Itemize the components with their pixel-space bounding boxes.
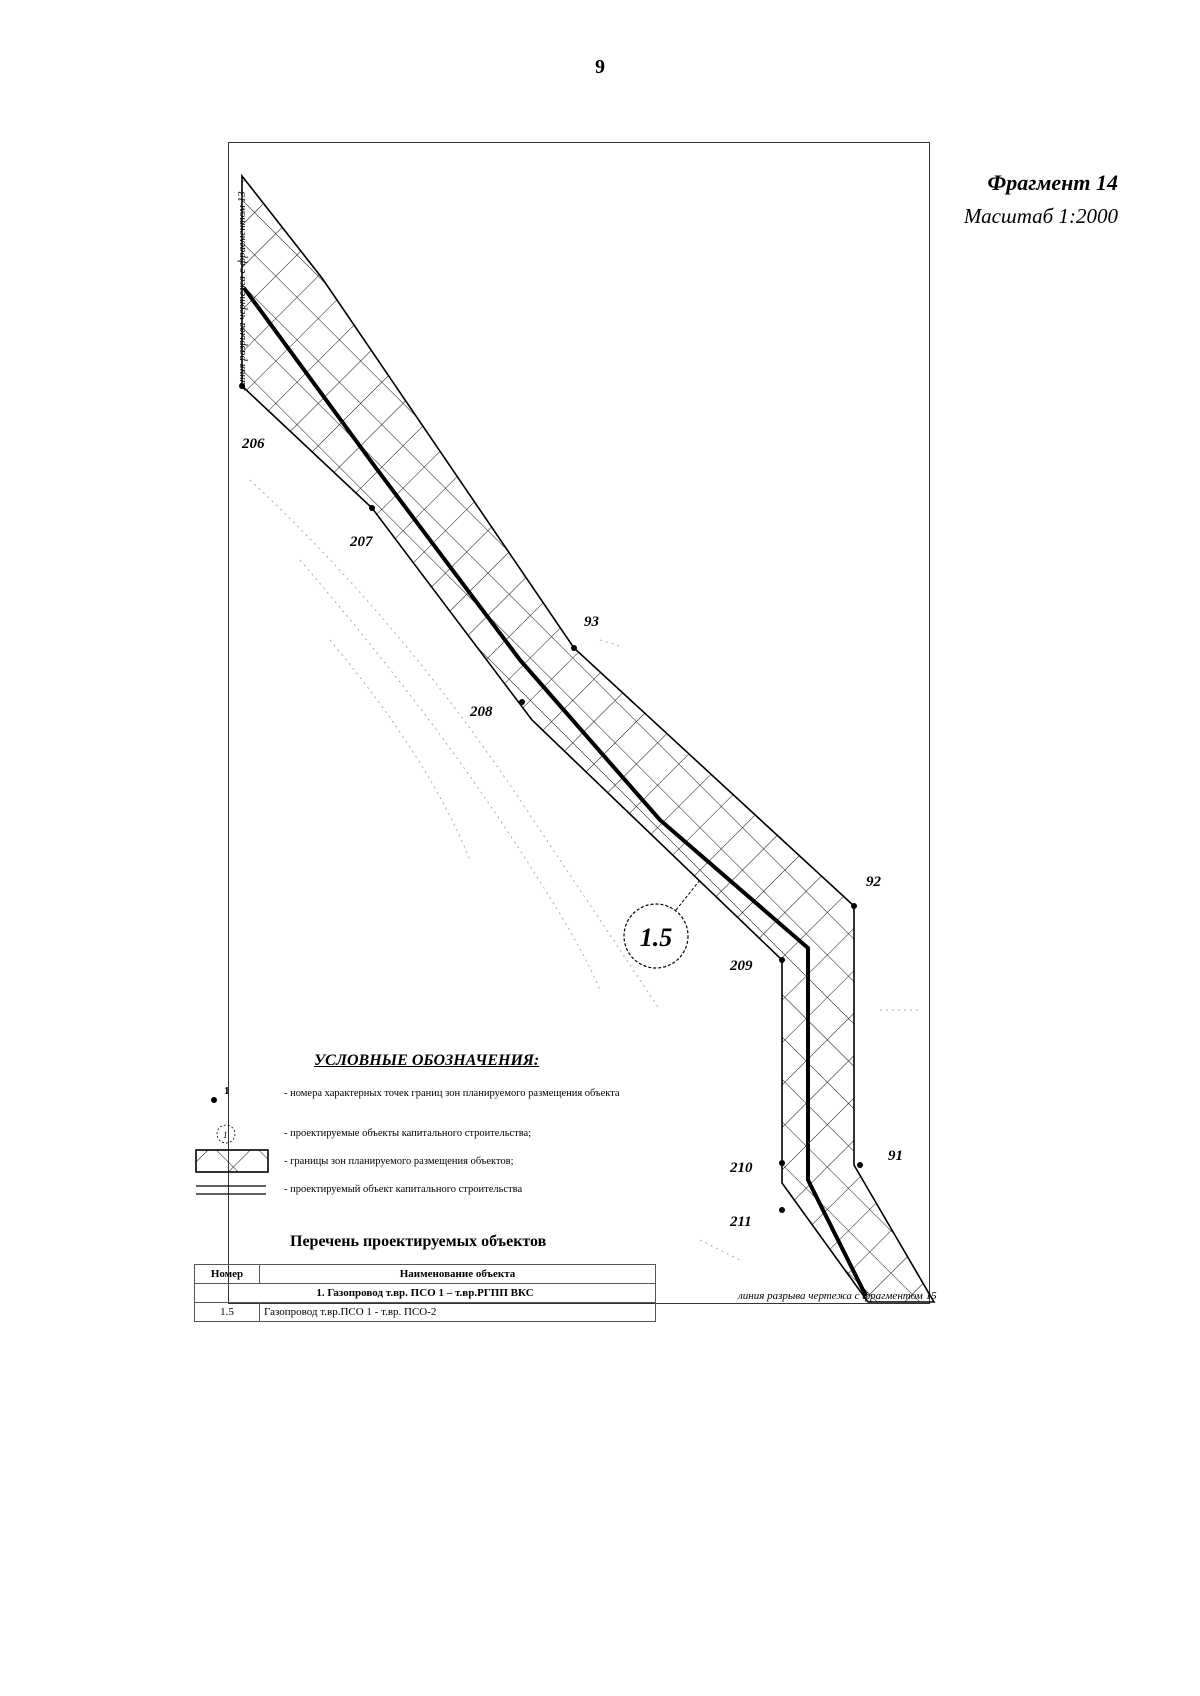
point-label-91: 91 bbox=[888, 1148, 903, 1164]
legend-item-designed-object: - проектируемый объект капитального строительства bbox=[284, 1184, 523, 1195]
table-row bbox=[195, 1303, 656, 1322]
header-number: Номер bbox=[195, 1265, 260, 1284]
fragment-scale: Масштаб 1:2000 bbox=[963, 204, 1118, 228]
objects-table bbox=[194, 1264, 656, 1322]
point-label-211: 211 bbox=[730, 1214, 752, 1230]
row-name: Газопровод т.вр.ПСО 1 - т.вр. ПСО-2 bbox=[260, 1303, 656, 1322]
table-header-row bbox=[195, 1265, 656, 1284]
point-label-92: 92 bbox=[866, 874, 881, 890]
legend-point-sample: 1 bbox=[224, 1085, 230, 1097]
point-label-208: 208 bbox=[470, 704, 493, 720]
row-number: 1.5 bbox=[195, 1303, 260, 1322]
page-number: 9 bbox=[595, 56, 605, 78]
objects-list-title: Перечень проектируемых объектов bbox=[290, 1233, 547, 1250]
header-name: Наименование объекта bbox=[260, 1265, 656, 1284]
legend-item-zones: - границы зон планируемого размещения объектов; bbox=[284, 1156, 514, 1167]
legend-item-objects: - проектируемые объекты капитального строительства; bbox=[284, 1128, 532, 1139]
point-label-210: 210 bbox=[730, 1160, 753, 1176]
legend-samples bbox=[196, 1085, 268, 1194]
point-label-93: 93 bbox=[584, 614, 599, 630]
legend-title: УСЛОВНЫЕ ОБОЗНАЧЕНИЯ: bbox=[314, 1052, 540, 1069]
point-label-207: 207 bbox=[350, 534, 373, 550]
group-title: 1. Газопровод т.вр. ПСО 1 – т.вр.РГПП ВКС bbox=[195, 1284, 656, 1303]
legend-object-sample: 1 bbox=[223, 1130, 228, 1140]
break-line-bottom-caption: линия разрыва чертежа с фрагментом 15 bbox=[738, 1290, 937, 1302]
legend-item-points: - номера характерных точек границ зон планируемого размещения объекта bbox=[284, 1088, 620, 1099]
fragment-title: Фрагмент 14 bbox=[987, 170, 1118, 195]
point-label-206: 206 bbox=[242, 436, 265, 452]
break-line-left-caption: линия разрыва чертежа с фрагментом 13 bbox=[236, 191, 248, 390]
object-label: 1.5 bbox=[639, 923, 673, 952]
table-group-row bbox=[195, 1284, 656, 1303]
point-label-209: 209 bbox=[730, 958, 753, 974]
